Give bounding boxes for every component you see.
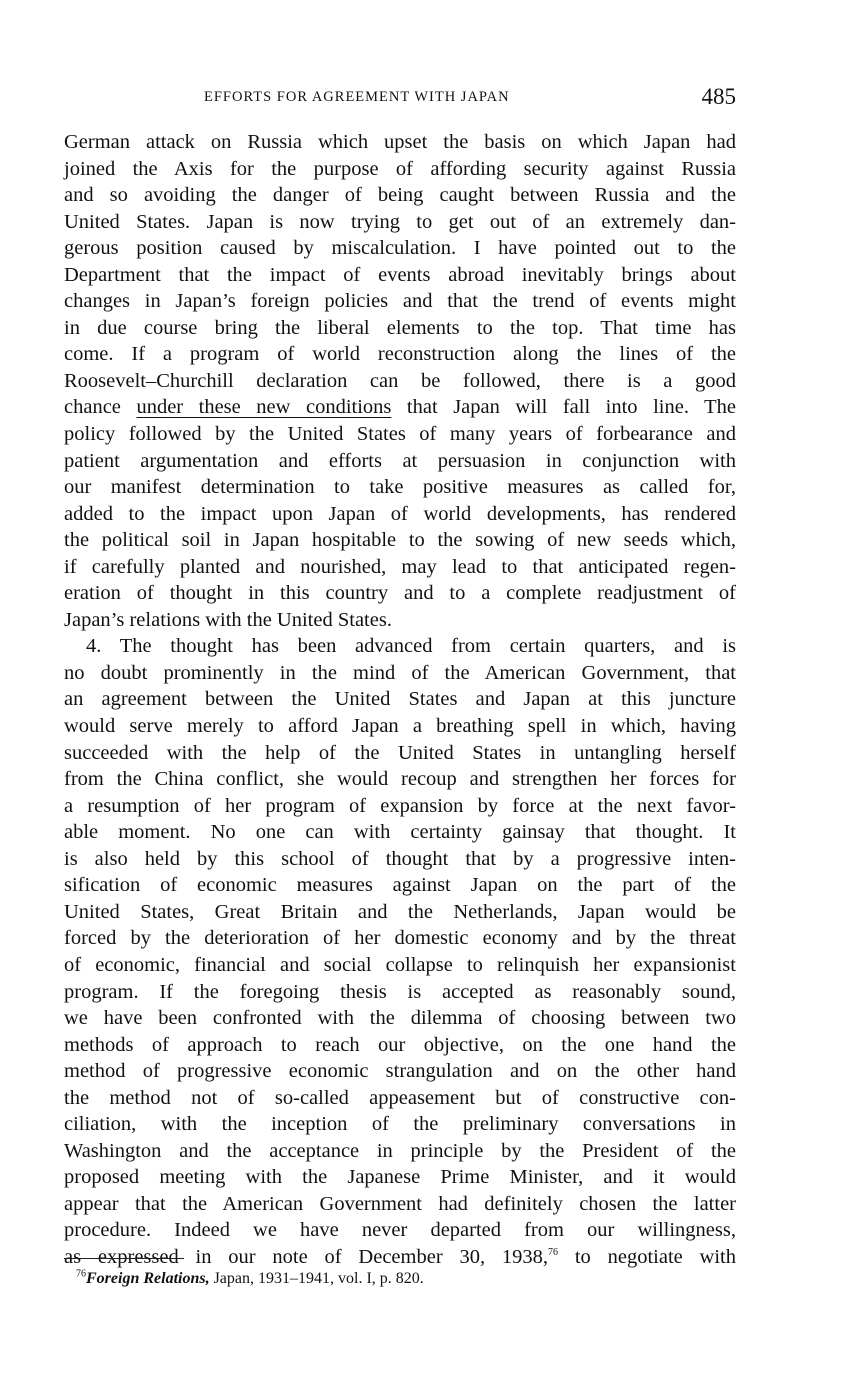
footnote-reference[interactable]: 76	[548, 1247, 559, 1259]
page-number: 485	[701, 84, 736, 109]
text-line: from the China conflict, she would recoup and strengthen her forces for	[64, 768, 736, 791]
text-line: proposed meeting with the Japanese Prime Minister, and it would	[64, 1166, 736, 1189]
text-line: appear that the American Government had definitely chosen the latter	[64, 1192, 736, 1215]
text-line: method of progressive economic strangulation and on the other hand	[64, 1060, 736, 1083]
text-line: a resumption of her program of expansion by force at the next favor-	[64, 794, 736, 817]
text-line: Washington and the acceptance in principle by the President of the	[64, 1139, 736, 1162]
text-line: gerous position caused by miscalculation. I have pointed out to the	[64, 237, 736, 260]
text-line: is also held by this school of thought that by a progressive inten-	[64, 847, 736, 870]
text-line: joined the Axis for the purpose of affording security against Russia	[64, 157, 736, 180]
text-segment: chance	[64, 396, 121, 419]
text-segment: as expressed in our note of December 30, 1938,	[64, 1245, 549, 1268]
text-line: policy followed by the United States of many years of forbearance and	[64, 423, 736, 446]
text-line: United States, Great Britain and the Netherlands, Japan would be	[64, 900, 736, 923]
text-line: come. If a program of world reconstruction along the lines of the	[64, 343, 736, 366]
text-line: of economic, financial and social collapse to relinquish her expansionist	[64, 953, 736, 976]
footnote	[76, 1270, 424, 1288]
text-line: German attack on Russia which upset the basis on which Japan had	[64, 131, 736, 153]
text-line: able moment. No one can with certainty gainsay that thought. It	[64, 821, 736, 844]
text-line: Department that the impact of events abroad inevitably brings about	[64, 263, 736, 286]
text-line: an agreement between the United States and Japan at this juncture	[64, 688, 736, 711]
running-header	[64, 84, 736, 114]
footnote-divider	[64, 1258, 184, 1259]
text-line: Roosevelt–Churchill declaration can be followed, there is a good	[64, 369, 736, 392]
text-line-underlined-phrase	[64, 394, 736, 421]
text-line: the political soil in Japan hospitable to the sowing of new seeds which,	[64, 529, 736, 552]
footnote-citation: Japan, 1931–1941, vol. I, p. 820.	[209, 1270, 424, 1287]
text-line: eration of thought in this country and to a complete readjustment of	[64, 582, 736, 605]
text-line: succeeded with the help of the United States in untangling herself	[64, 741, 736, 764]
text-line: methods of approach to reach our objective, on the one hand the	[64, 1033, 736, 1056]
text-line: program. If the foregoing thesis is accepted as reasonably sound,	[64, 980, 736, 1003]
text-line: we have been confronted with the dilemma of choosing between two	[64, 1007, 736, 1030]
document-page	[64, 0, 736, 1379]
text-line: our manifest determination to take positive measures as called for,	[64, 476, 736, 499]
text-line: in due course bring the liberal elements to the top. That time has	[64, 316, 736, 339]
text-line: and so avoiding the danger of being caught between Russia and the	[64, 184, 736, 207]
text-line: forced by the deterioration of her domestic economy and by the threat	[64, 927, 736, 950]
text-line: if carefully planted and nourished, may lead to that anticipated regen-	[64, 555, 736, 578]
underlined-phrase: under these new conditions	[136, 396, 392, 419]
text-line: no doubt prominently in the mind of the American Government, that	[64, 661, 736, 684]
text-line: procedure. Indeed we have never departed from our willingness,	[64, 1219, 736, 1242]
footnote-marker: 76	[76, 1268, 86, 1280]
text-segment: to negotiate with	[558, 1245, 736, 1268]
text-line: patient argumentation and efforts at persuasion in conjunction with	[64, 449, 736, 472]
paragraph-start-line: 4. The thought has been advanced from certain quarters, and is	[86, 635, 736, 658]
text-line: the method not of so-called appeasement but of constructive con-	[64, 1086, 736, 1109]
text-line: changes in Japan’s foreign policies and that the trend of events might	[64, 290, 736, 313]
text-line: added to the impact upon Japan of world developments, has rendered	[64, 502, 736, 525]
text-segment: that Japan will fall into line. The	[406, 396, 736, 419]
text-line: would serve merely to afford Japan a breathing spell in which, having	[64, 715, 736, 738]
body-text	[64, 129, 736, 1271]
running-title: EFFORTS FOR AGREEMENT WITH JAPAN	[204, 89, 510, 105]
text-line: Japan’s relations with the United States.	[64, 608, 392, 631]
text-line: United States. Japan is now trying to get out of an extremely dan-	[64, 210, 736, 233]
footnote-source-title: Foreign Relations,	[86, 1270, 210, 1287]
text-line: ciliation, with the inception of the preliminary conversations in	[64, 1113, 736, 1136]
text-line: sification of economic measures against Japan on the part of the	[64, 874, 736, 897]
